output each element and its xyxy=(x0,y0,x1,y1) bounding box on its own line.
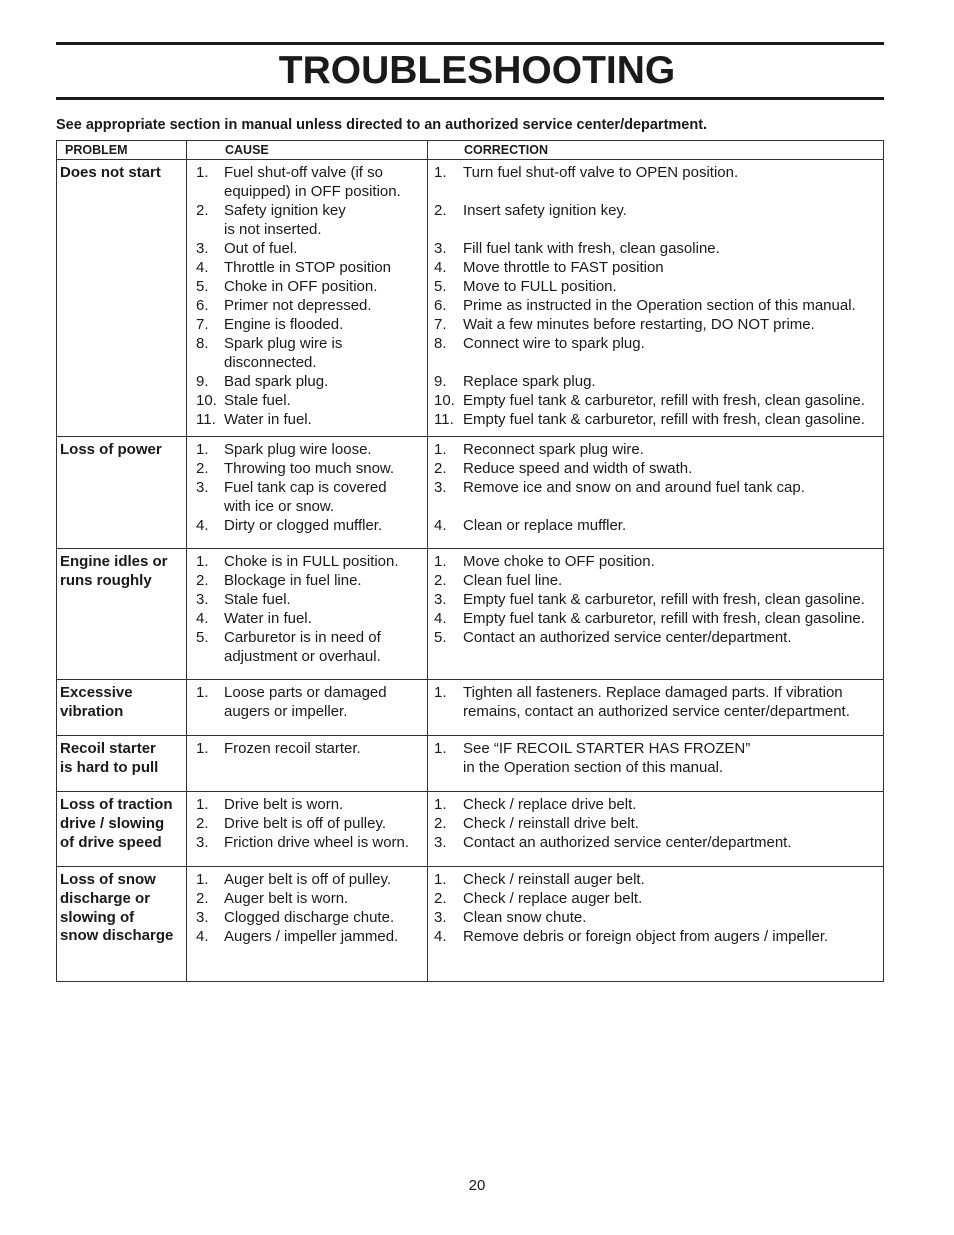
correction-item-number: 6. xyxy=(434,297,447,314)
correction-item-text: Empty fuel tank & carburetor, refill with fresh, clean gasoline. xyxy=(463,610,865,627)
cause-item-text: Safety ignition key is not inserted. xyxy=(224,202,346,238)
correction-item-number: 9. xyxy=(434,373,447,390)
correction-item-text: Fill fuel tank with fresh, clean gasoline. xyxy=(463,240,720,257)
correction-item-number: 1. xyxy=(434,740,447,757)
correction-item-number: 11. xyxy=(434,411,454,428)
table-row xyxy=(57,736,883,792)
correction-item-text: See “IF RECOIL STARTER HAS FROZEN” in the Operation section of this manual. xyxy=(463,740,751,776)
cause-item-number: 1. xyxy=(196,164,209,181)
cause-item xyxy=(187,278,427,297)
cause-item-number: 9. xyxy=(196,373,209,390)
correction-cell xyxy=(428,549,883,679)
cause-cell xyxy=(187,160,428,436)
correction-item-text: Move to FULL position. xyxy=(463,278,617,295)
cause-item xyxy=(187,240,427,259)
cause-item-text: Fuel shut-off valve (if so equipped) in OFF position. xyxy=(224,164,401,200)
problem-cell: Excessive vibration xyxy=(57,680,187,735)
correction-item xyxy=(428,392,883,411)
correction-item-number: 7. xyxy=(434,316,447,333)
cause-item-text: Dirty or clogged muffler. xyxy=(224,517,383,534)
cause-cell xyxy=(187,549,428,679)
correction-item-number: 3. xyxy=(434,591,447,608)
cause-item xyxy=(187,373,427,392)
correction-item xyxy=(428,629,883,667)
cause-item xyxy=(187,591,427,610)
cause-item xyxy=(187,629,427,667)
cause-item-number: 5. xyxy=(196,278,209,295)
correction-item-text: Turn fuel shut-off valve to OPEN position. xyxy=(463,164,739,181)
table-body xyxy=(57,160,883,981)
cause-item-number: 1. xyxy=(196,553,209,570)
cause-item-text: Clogged discharge chute. xyxy=(224,909,395,926)
correction-item xyxy=(428,460,883,479)
title-bottom-rule xyxy=(56,97,884,100)
correction-item xyxy=(428,335,883,373)
cause-cell xyxy=(187,867,428,981)
cause-cell xyxy=(187,680,428,735)
correction-item xyxy=(428,871,883,890)
correction-cell xyxy=(428,736,883,791)
correction-item-text: Prime as instructed in the Operation section of this manual. xyxy=(463,297,856,314)
cause-item xyxy=(187,460,427,479)
correction-item xyxy=(428,909,883,928)
correction-item xyxy=(428,441,883,460)
cause-item-number: 4. xyxy=(196,610,209,627)
cause-item-text: Loose parts or damaged augers or impeller. xyxy=(224,684,387,720)
correction-item-text: Wait a few minutes before restarting, DO NOT prime. xyxy=(463,316,815,333)
cause-item-text: Bad spark plug. xyxy=(224,373,329,390)
table-row xyxy=(57,867,883,981)
cause-item-text: Fuel tank cap is covered with ice or snow. xyxy=(224,479,387,515)
cause-item-text: Drive belt is worn. xyxy=(224,796,344,813)
correction-item-text: Remove debris or foreign object from augers / impeller. xyxy=(463,928,829,945)
cause-item-text: Throttle in STOP position xyxy=(224,259,392,276)
cause-item xyxy=(187,517,427,536)
correction-item-text: Replace spark plug. xyxy=(463,373,596,390)
correction-item-number: 1. xyxy=(434,796,447,813)
cause-item-number: 2. xyxy=(196,202,209,219)
correction-item-text: Empty fuel tank & carburetor, refill with fresh, clean gasoline. xyxy=(463,392,865,409)
correction-item-text: Move choke to OFF position. xyxy=(463,553,655,570)
correction-item-text: Connect wire to spark plug. xyxy=(463,335,645,352)
cause-item-number: 2. xyxy=(196,460,209,477)
correction-cell xyxy=(428,160,883,436)
cause-item-number: 2. xyxy=(196,572,209,589)
cause-item-text: Drive belt is off of pulley. xyxy=(224,815,387,832)
page-number: 20 xyxy=(468,1177,486,1194)
correction-item xyxy=(428,411,883,430)
correction-item-text: Clean or replace muffler. xyxy=(463,517,627,534)
title-top-rule xyxy=(56,42,884,45)
correction-item xyxy=(428,591,883,610)
cause-item xyxy=(187,553,427,572)
cause-item-number: 4. xyxy=(196,259,209,276)
cause-item-text: Spark plug wire is disconnected. xyxy=(224,335,343,371)
cause-item-text: Blockage in fuel line. xyxy=(224,572,362,589)
cause-item-text: Engine is flooded. xyxy=(224,316,344,333)
correction-item xyxy=(428,796,883,815)
correction-item xyxy=(428,815,883,834)
cause-item-number: 3. xyxy=(196,240,209,257)
header-correction: CORRECTION xyxy=(464,143,549,157)
cause-item xyxy=(187,164,427,202)
correction-item-number: 3. xyxy=(434,479,447,496)
correction-item-number: 1. xyxy=(434,684,447,701)
correction-item xyxy=(428,572,883,591)
cause-item-text: Stale fuel. xyxy=(224,591,291,608)
correction-item xyxy=(428,479,883,517)
cause-item-number: 3. xyxy=(196,479,209,496)
cause-item xyxy=(187,610,427,629)
correction-item xyxy=(428,890,883,909)
correction-item-text: Remove ice and snow on and around fuel tank cap. xyxy=(463,479,805,496)
correction-item xyxy=(428,610,883,629)
cause-item xyxy=(187,834,427,853)
cause-item xyxy=(187,572,427,591)
correction-item-text: Check / reinstall drive belt. xyxy=(463,815,639,832)
correction-item-number: 2. xyxy=(434,890,447,907)
problem-cell: Engine idles or runs roughly xyxy=(57,549,187,679)
problem-cell: Recoil starter is hard to pull xyxy=(57,736,187,791)
cause-item xyxy=(187,796,427,815)
correction-item-number: 10. xyxy=(434,392,455,409)
correction-item-text: Empty fuel tank & carburetor, refill with fresh, clean gasoline. xyxy=(463,591,865,608)
cause-item-number: 2. xyxy=(196,890,209,907)
cause-item-text: Throwing too much snow. xyxy=(224,460,395,477)
problem-cell: Does not start xyxy=(57,160,187,436)
cause-item-number: 2. xyxy=(196,815,209,832)
correction-item-text: Reconnect spark plug wire. xyxy=(463,441,644,458)
cause-item-number: 5. xyxy=(196,629,209,646)
correction-item-number: 1. xyxy=(434,164,447,181)
correction-item xyxy=(428,316,883,335)
correction-item-text: Move throttle to FAST position xyxy=(463,259,664,276)
correction-item-number: 1. xyxy=(434,441,447,458)
problem-cell: Loss of traction drive / slowing of drive speed xyxy=(57,792,187,866)
correction-item-text: Empty fuel tank & carburetor, refill with fresh, clean gasoline. xyxy=(463,411,865,428)
correction-item-number: 3. xyxy=(434,909,447,926)
cause-item-text: Friction drive wheel is worn. xyxy=(224,834,410,851)
cause-item-number: 4. xyxy=(196,928,209,945)
header-problem: PROBLEM xyxy=(57,141,187,159)
cause-item-text: Spark plug wire loose. xyxy=(224,441,372,458)
cause-item-number: 11. xyxy=(196,411,216,428)
cause-item-number: 3. xyxy=(196,834,209,851)
problem-cell: Loss of power xyxy=(57,437,187,548)
cause-item-number: 10. xyxy=(196,392,217,409)
correction-item xyxy=(428,164,883,202)
service-note: See appropriate section in manual unless directed to an authorized service center/department. xyxy=(56,117,708,133)
table-row xyxy=(57,792,883,867)
correction-item xyxy=(428,297,883,316)
cause-item-number: 7. xyxy=(196,316,209,333)
correction-item xyxy=(428,928,883,947)
correction-item xyxy=(428,553,883,572)
correction-item-number: 2. xyxy=(434,572,447,589)
cause-item-text: Augers / impeller jammed. xyxy=(224,928,399,945)
troubleshooting-table xyxy=(56,140,884,982)
cause-item xyxy=(187,928,427,947)
cause-item-text: Choke in OFF position. xyxy=(224,278,378,295)
correction-item-text: Contact an authorized service center/department. xyxy=(463,834,792,851)
correction-item xyxy=(428,684,883,722)
correction-item-text: Tighten all fasteners. Replace damaged parts. If vibration remains, contact an authorized service center/department. xyxy=(463,684,850,720)
cause-item xyxy=(187,871,427,890)
cause-item-number: 1. xyxy=(196,740,209,757)
cause-item xyxy=(187,316,427,335)
correction-item-number: 2. xyxy=(434,460,447,477)
cause-cell xyxy=(187,736,428,791)
cause-cell xyxy=(187,792,428,866)
cause-item-text: Out of fuel. xyxy=(224,240,298,257)
correction-item-number: 2. xyxy=(434,815,447,832)
table-row xyxy=(57,549,883,680)
cause-item-text: Water in fuel. xyxy=(224,411,312,428)
cause-item xyxy=(187,202,427,240)
cause-item xyxy=(187,479,427,517)
table-row xyxy=(57,680,883,736)
problem-cell: Loss of snow discharge or slowing of snow discharge xyxy=(57,867,187,981)
correction-cell xyxy=(428,867,883,981)
correction-cell xyxy=(428,680,883,735)
correction-item-number: 5. xyxy=(434,278,447,295)
correction-item xyxy=(428,373,883,392)
correction-item-number: 2. xyxy=(434,202,447,219)
correction-item xyxy=(428,740,883,778)
cause-item-number: 1. xyxy=(196,684,209,701)
cause-item xyxy=(187,441,427,460)
cause-item-text: Stale fuel. xyxy=(224,392,291,409)
correction-item-text: Insert safety ignition key. xyxy=(463,202,627,219)
cause-item-number: 3. xyxy=(196,591,209,608)
cause-item-number: 8. xyxy=(196,335,209,352)
correction-item-number: 4. xyxy=(434,610,447,627)
cause-item-number: 1. xyxy=(196,871,209,888)
correction-item-text: Check / replace drive belt. xyxy=(463,796,637,813)
correction-item xyxy=(428,834,883,853)
correction-item-number: 1. xyxy=(434,553,447,570)
cause-item-text: Auger belt is worn. xyxy=(224,890,349,907)
cause-item-text: Auger belt is off of pulley. xyxy=(224,871,392,888)
cause-item xyxy=(187,259,427,278)
correction-cell xyxy=(428,792,883,866)
cause-item xyxy=(187,740,427,778)
correction-item xyxy=(428,259,883,278)
correction-item-text: Reduce speed and width of swath. xyxy=(463,460,693,477)
correction-item-number: 8. xyxy=(434,335,447,352)
page-title: TROUBLESHOOTING xyxy=(278,49,676,92)
correction-item-number: 3. xyxy=(434,240,447,257)
cause-item-number: 1. xyxy=(196,796,209,813)
cause-item-text: Water in fuel. xyxy=(224,610,312,627)
correction-item-number: 4. xyxy=(434,259,447,276)
cause-item-text: Primer not depressed. xyxy=(224,297,372,314)
cause-item-number: 4. xyxy=(196,517,209,534)
table-row xyxy=(57,437,883,549)
cause-item-number: 1. xyxy=(196,441,209,458)
cause-item xyxy=(187,909,427,928)
cause-item-text: Frozen recoil starter. xyxy=(224,740,361,757)
correction-item-number: 1. xyxy=(434,871,447,888)
cause-item xyxy=(187,684,427,722)
cause-item-text: Choke is in FULL position. xyxy=(224,553,399,570)
correction-item-number: 5. xyxy=(434,629,447,646)
correction-item-text: Clean snow chute. xyxy=(463,909,587,926)
correction-item-number: 3. xyxy=(434,834,447,851)
cause-item xyxy=(187,815,427,834)
cause-item-number: 3. xyxy=(196,909,209,926)
table-row xyxy=(57,160,883,437)
cause-item xyxy=(187,392,427,411)
correction-item-number: 4. xyxy=(434,928,447,945)
correction-item-text: Check / reinstall auger belt. xyxy=(463,871,645,888)
cause-item-number: 6. xyxy=(196,297,209,314)
cause-item-text: Carburetor is in need of adjustment or overhaul. xyxy=(224,629,381,665)
correction-item xyxy=(428,240,883,259)
correction-cell xyxy=(428,437,883,548)
header-cause: CAUSE xyxy=(187,141,428,159)
cause-item xyxy=(187,297,427,316)
correction-item xyxy=(428,202,883,240)
correction-item-text: Check / replace auger belt. xyxy=(463,890,643,907)
table-header xyxy=(57,141,883,160)
cause-item xyxy=(187,335,427,373)
correction-item-number: 4. xyxy=(434,517,447,534)
correction-item xyxy=(428,517,883,536)
cause-item xyxy=(187,411,427,430)
correction-item-text: Contact an authorized service center/department. xyxy=(463,629,792,646)
correction-item xyxy=(428,278,883,297)
cause-cell xyxy=(187,437,428,548)
cause-item xyxy=(187,890,427,909)
correction-item-text: Clean fuel line. xyxy=(463,572,563,589)
